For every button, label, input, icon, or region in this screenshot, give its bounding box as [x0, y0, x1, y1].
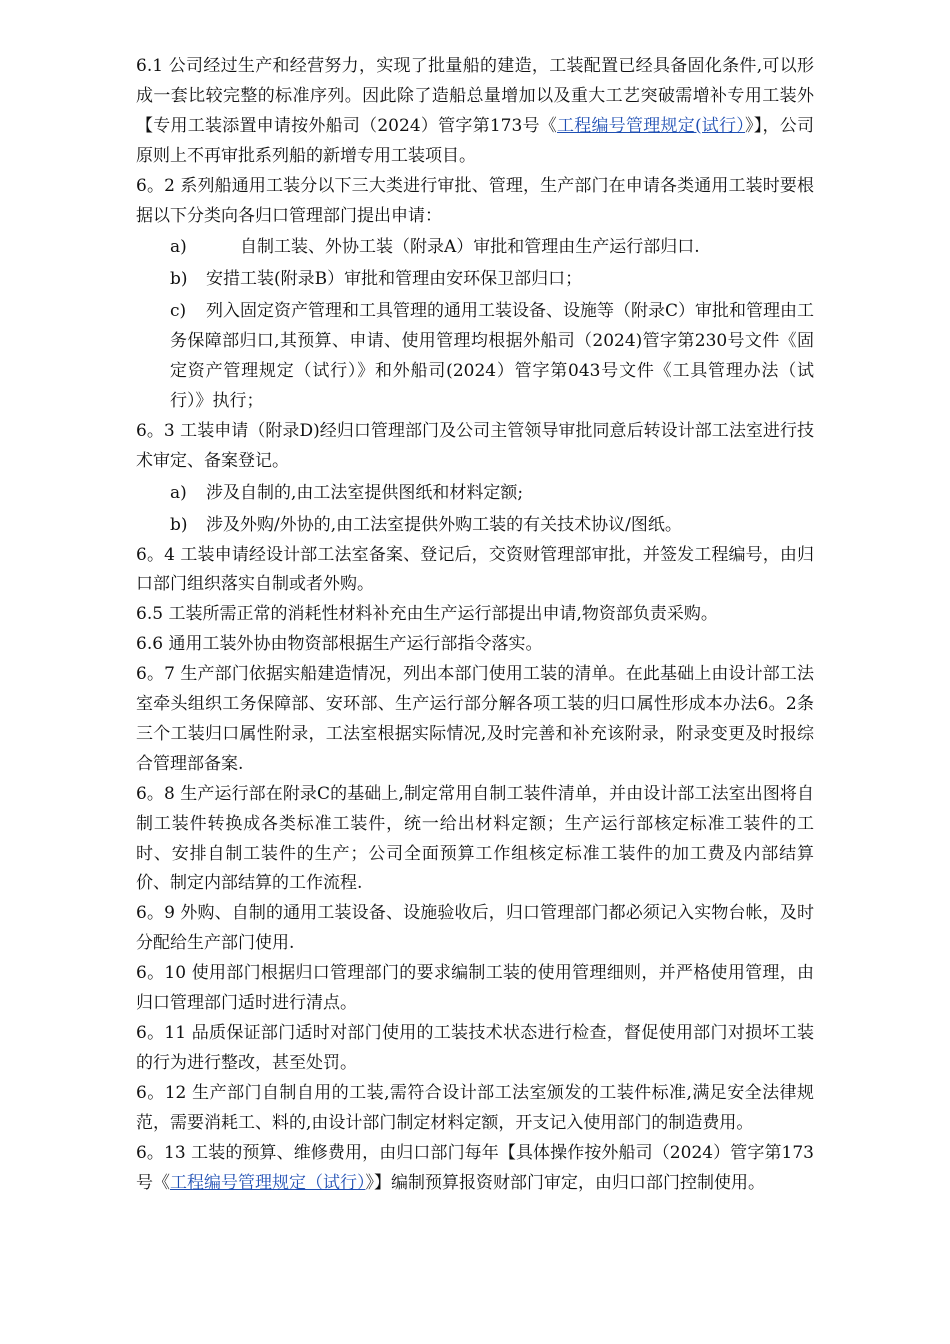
paragraph-6-9: 6。9 外购、自制的通用工装设备、设施验收后，归口管理部门都必须记入实物台帐，及时分配给生产部门使用.	[136, 903, 814, 954]
list-item-6-2-c	[170, 295, 814, 417]
list-item-6-3-a	[170, 477, 814, 509]
paragraph-6-13	[136, 1139, 814, 1199]
paragraph-6-10: 6。10 使用部门根据归口管理部门的要求编制工装的使用管理细则，并严格使用管理，由归口管理部门适时进行清点。	[136, 963, 814, 1014]
list-item-text: 涉及外购/外协的,由工法室提供外购工装的有关技术协议/图纸。	[206, 514, 682, 535]
paragraph-6-1-text-end: 》】，公司原则上不再审批系列船的新增专用工装项目。	[136, 115, 815, 166]
engineering-numbering-rules-link[interactable]: 工程编号管理规定(试行）	[557, 115, 746, 136]
list-item-6-2-a	[170, 231, 814, 263]
list-item-text: 列入固定资产管理和工具管理的通用工装设备、设施等（附录C）审批和管理由工务保障部归口,其预算、申请、使用管理均根据外船司（2024)管字第230号文件《固定资产管理规定（试行）》和外船司(2024）管字第043号文件《工具管理办法（试行）》执行；	[170, 301, 815, 411]
paragraph-6-13-text: 6。13 工装的预算、维修费用，由归口部门每年【具体操作按外船司（2024）管字第173号《	[136, 1142, 814, 1193]
paragraph-6-11: 6。11 品质保证部门适时对部门使用的工装技术状态进行检查，督促使用部门对损坏工装的行为进行整改，甚至处罚。	[136, 1023, 814, 1073]
list-item-6-3-b	[170, 509, 814, 541]
paragraph-6-12: 6。12 生产部门自制自用的工装,需符合设计部工法室颁发的工装件标准,满足安全法律规范，需要消耗工、料的,由设计部门制定材料定额，开支记入使用部门的制造费用。	[136, 1082, 814, 1133]
list-item-text: 自制工装、外协工装（附录A）审批和管理由生产运行部归口.	[240, 237, 700, 258]
list-item-label: a)	[170, 482, 187, 503]
list-item-label: b)	[170, 514, 188, 535]
paragraph-6-1-text: 6.1 公司经过生产和经营努力，实现了批量船的建造，工装配置已经具备固化条件,可以形成一套比较完整的标准序列。因此除了造船总量增加以及重大工艺突破需增补专用工装外【专用工装添置申请按外船司（2024）管字第173号《	[136, 56, 814, 136]
list-item-label: c)	[170, 301, 187, 322]
paragraph-6-1	[136, 52, 814, 172]
paragraph-6-7: 6。7 生产部门依据实船建造情况，列出本部门使用工装的清单。在此基础上由设计部工法室牵头组织工务保障部、安环部、生产运行部分解各项工装的归口属性形成本办法6。2条三个工装归口属性附录，工法室根据实际情况,及时完善和补充该附录，附录变更及时报综合管理部备案.	[136, 664, 814, 774]
paragraph-6-8: 6。8 生产运行部在附录C的基础上,制定常用自制工装件清单，并由设计部工法室出图将自制工装件转换成各类标准工装件，统一给出材料定额；生产运行部核定标准工装件的工时、安排自制工装件的生产；公司全面预算工作组核定标准工装件的加工费及内部结算价、制定内部结算的工作流程.	[136, 783, 814, 894]
document-body	[136, 52, 814, 1198]
paragraph-6-13-text-end: 》】编制预算报资财部门审定，由归口部门控制使用。	[365, 1172, 765, 1193]
engineering-numbering-rules-link-2[interactable]: 工程编号管理规定（试行）	[170, 1172, 366, 1193]
paragraph-6-2: 6。2 系列船通用工装分以下三大类进行审批、管理，生产部门在申请各类通用工装时要根据以下分类向各归口管理部门提出申请：	[136, 175, 814, 226]
paragraph-6-5: 6.5 工装所需正常的消耗性材料补充由生产运行部提出申请,物资部负责采购。	[136, 604, 718, 625]
paragraph-6-3: 6。3 工装申请（附录D)经归口管理部门及公司主管领导审批同意后转设计部工法室进行技术审定、备案登记。	[136, 420, 814, 471]
list-item-label: a)	[170, 237, 187, 258]
list-item-text: 涉及自制的,由工法室提供图纸和材料定额;	[206, 482, 524, 503]
list-item-6-2-b	[170, 263, 814, 295]
list-item-label: b)	[170, 269, 188, 290]
paragraph-6-4: 6。4 工装申请经设计部工法室备案、登记后，交资财管理部审批，并签发工程编号，由归口部门组织落实自制或者外购。	[136, 544, 814, 595]
paragraph-6-6: 6.6 通用工装外协由物资部根据生产运行部指令落实。	[136, 634, 543, 655]
list-item-text: 安措工装(附录B）审批和管理由安环保卫部归口；	[206, 269, 583, 290]
